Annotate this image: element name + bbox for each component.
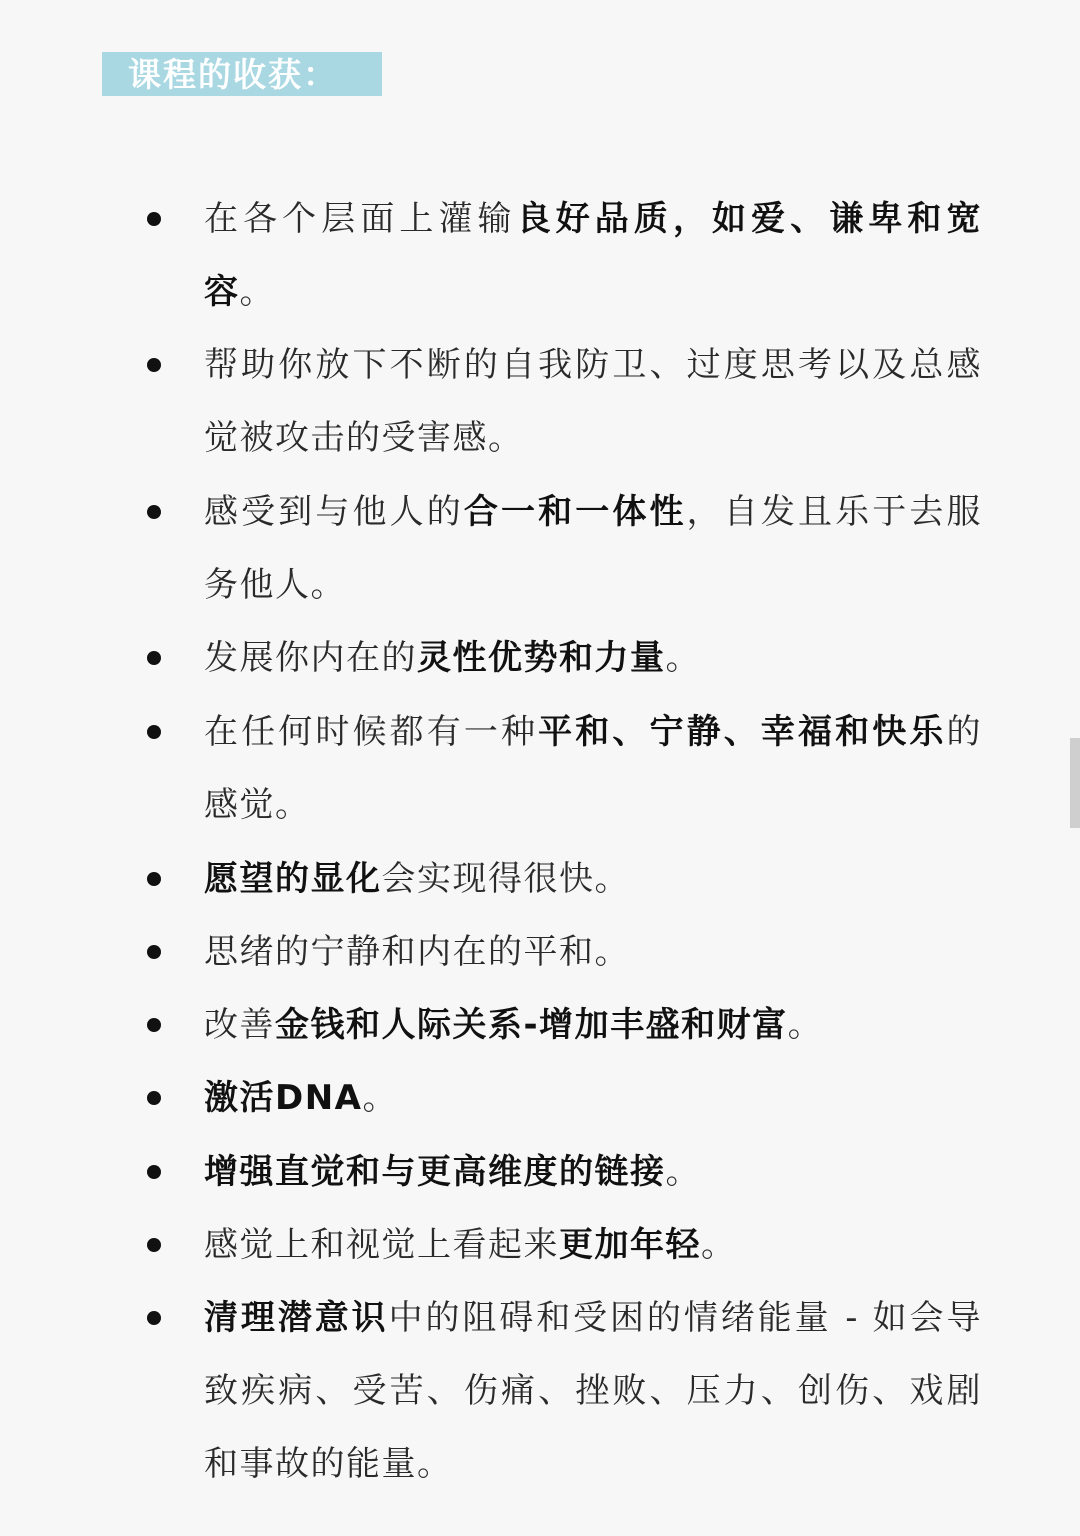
list-item-text: 思绪的宁静和内在的平和。 (204, 932, 630, 972)
bullet-icon (147, 505, 161, 519)
bullet-icon (147, 1238, 161, 1252)
list-item-text: 在任何时候都有一种平和、宁静、幸福和快乐的感觉。 (204, 712, 982, 825)
list-item-text: 在各个层面上灌输良好品质，如爱、谦卑和宽容。 (204, 199, 983, 312)
bullet-icon (147, 1311, 161, 1325)
bullet-icon (147, 358, 161, 372)
bullet-icon (147, 1091, 161, 1105)
list-item-text: 增强直觉和与更高维度的链接。 (204, 1152, 701, 1192)
section-heading: 课程的收获： (128, 54, 338, 94)
list-item-text: 感受到与他人的合一和一体性，自发且乐于去服务他人。 (204, 492, 982, 605)
bullet-icon (147, 945, 161, 959)
list-item-text: 感觉上和视觉上看起来更加年轻。 (204, 1225, 737, 1265)
list-item-text: 清理潜意识中的阻碍和受困的情绪能量 - 如会导致疾病、受苦、伤痛、挫败、压力、创伤、戏剧和事故的能量。 (204, 1298, 983, 1484)
list-item-text: 愿望的显化会实现得很快。 (204, 859, 630, 899)
bullet-icon (147, 1165, 161, 1179)
list-item-text: 改善金钱和人际关系-增加丰盛和财富。 (204, 1005, 824, 1045)
bullet-icon (147, 872, 161, 886)
list-item-text: 激活DNA。 (204, 1078, 398, 1118)
list-item-text: 帮助你放下不断的自我防卫、过度思考以及总感觉被攻击的受害感。 (204, 345, 982, 458)
scroll-indicator[interactable] (1070, 738, 1080, 828)
bullet-icon (147, 212, 161, 226)
bullet-icon (147, 725, 161, 739)
list-item-text: 发展你内在的灵性优势和力量。 (204, 638, 701, 678)
bullet-icon (147, 651, 161, 665)
bullet-icon (147, 1018, 161, 1032)
